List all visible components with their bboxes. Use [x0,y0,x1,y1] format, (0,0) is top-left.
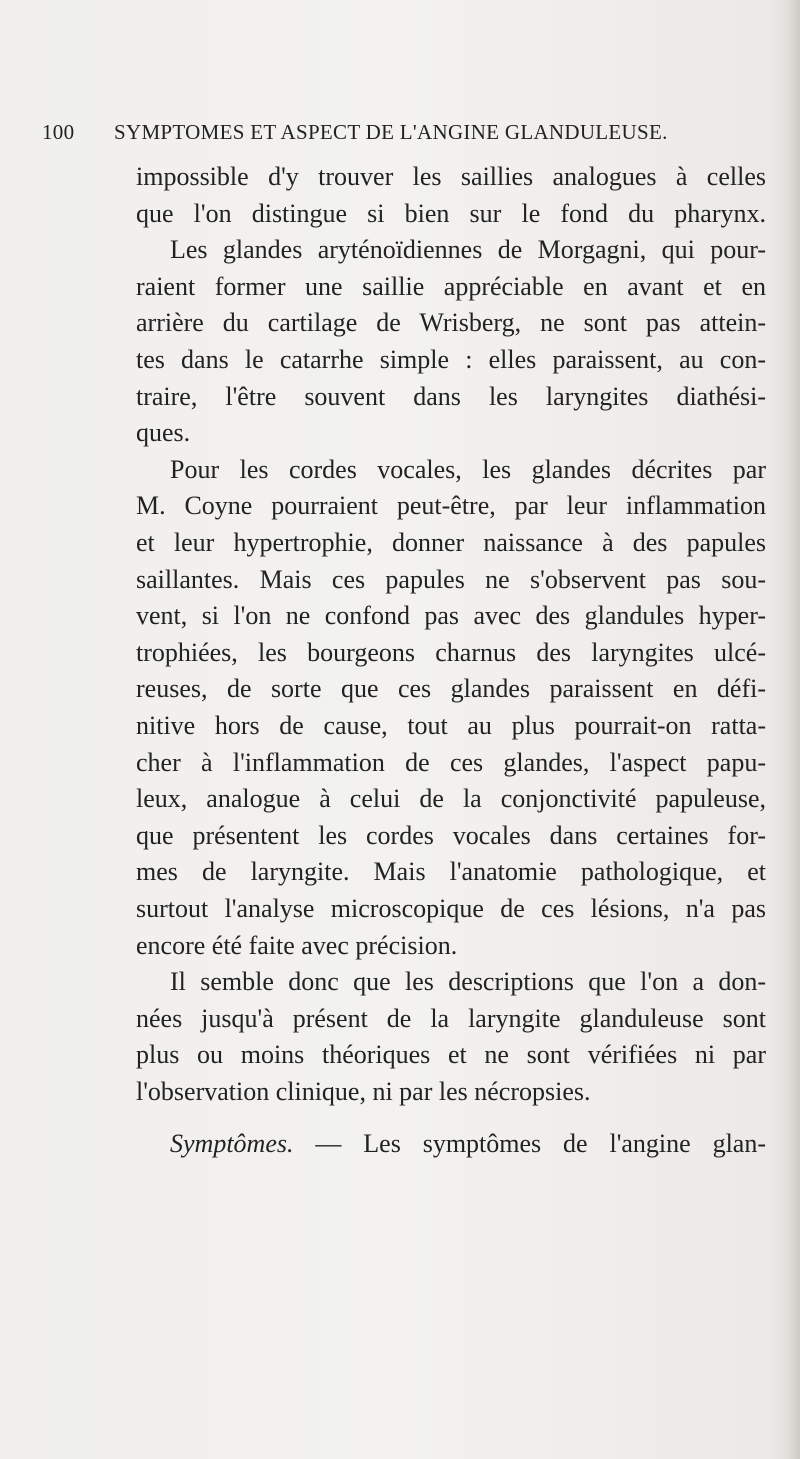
page-number: 100 [42,120,75,144]
text-line: ques. [136,418,191,447]
section-heading: Symptômes. [170,1129,294,1158]
text-line: traire, l'être souvent dans les laryngites diathési- [136,382,766,411]
text-line: cher à l'inflammation de ces glandes, l'aspect papu- [136,748,766,777]
text-line: nées jusqu'à présent de la laryngite glanduleuse sont [136,1004,766,1033]
section-text: — Les symptômes de l'angine glan- [293,1129,766,1158]
text-line: Les glandes aryténoïdiennes de Morgagni, qui pour- [170,235,766,264]
text-line: trophiées, les bourgeons charnus des laryngites ulcé- [136,638,766,667]
text-line: plus ou moins théoriques et ne sont vérifiées ni par [136,1040,766,1069]
text-line: nitive hors de cause, tout au plus pourrait-on ratta- [136,711,766,740]
text-line: surtout l'analyse microscopique de ces lésions, n'a pas [136,894,766,923]
running-title: SYMPTOMES ET ASPECT DE L'ANGINE GLANDULEUSE. [114,120,668,144]
text-line: reuses, de sorte que ces glandes paraissent en défi- [136,674,766,703]
text-line: Il semble donc que les descriptions que l'on a don- [170,967,766,996]
text-line: leux, analogue à celui de la conjonctivité papuleuse, [136,784,766,813]
text-line: encore été faite avec précision. [136,931,458,960]
text-line: arrière du cartilage de Wrisberg, ne sont pas attein- [136,308,766,337]
text-line: Pour les cordes vocales, les glandes décrites par [170,455,766,484]
text-line: saillantes. Mais ces papules ne s'observent pas sou- [136,565,766,594]
text-line: et leur hypertrophie, donner naissance à des papules [136,528,766,557]
section-opening-line [170,1127,766,1161]
text-line: tes dans le catarrhe simple : elles paraissent, au con- [136,345,766,374]
text-line: vent, si l'on ne confond pas avec des glandules hyper- [136,601,766,630]
text-line: M. Coyne pourraient peut-être, par leur inflammation [136,491,766,520]
text-line: que l'on distingue si bien sur le fond du pharynx. [136,199,766,228]
text-line: que présentent les cordes vocales dans certaines for- [136,821,766,850]
text-line: l'observation clinique, ni par les nécropsies. [136,1077,591,1106]
text-line: impossible d'y trouver les saillies analogues à celles [136,162,766,191]
text-line: mes de laryngite. Mais l'anatomie pathologique, et [136,857,766,886]
text-line: raient former une saillie appréciable en avant et en [136,272,766,301]
